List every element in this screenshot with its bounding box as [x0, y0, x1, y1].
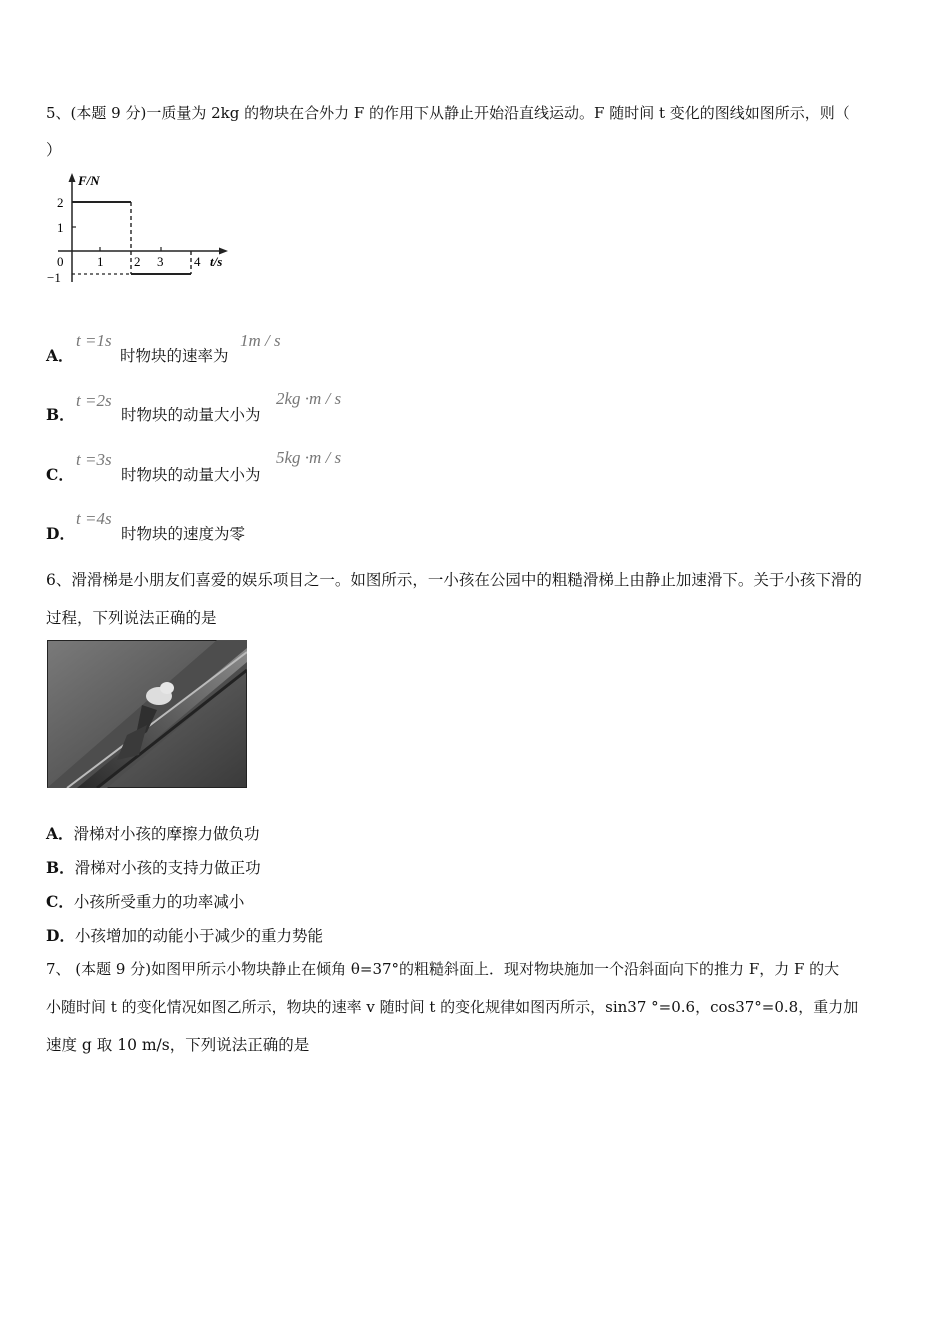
q7-stem-line1: 7、 (本题 9 分)如图甲所示小物块静止在倾角 θ=37°的粗糙斜面上．现对物块施加一个沿斜面向下的推力 F，力 F 的大	[46, 960, 840, 978]
q7-stem-line3: 速度 g 取 10 m/s，下列说法正确的是	[46, 1036, 310, 1054]
q6-option-b[interactable]	[46, 856, 261, 878]
option-letter: B．	[46, 858, 75, 877]
option-value: 2kg ·m / s	[276, 389, 342, 408]
option-formula: t =2s	[76, 391, 112, 410]
option-value: 5kg ·m / s	[276, 448, 342, 467]
option-text: 滑梯对小孩的支持力做正功	[74, 859, 261, 877]
slide-photo	[47, 640, 247, 788]
q7-stem-line2: 小随时间 t 的变化情况如图乙所示，物块的速率 v 随时间 t 的变化规律如图丙所示，sin37 °=0.6，cos37°=0.8，重力加	[46, 998, 859, 1016]
option-text: 时物块的速度为零	[121, 525, 246, 543]
option-text: 时物块的动量大小为	[121, 466, 261, 484]
option-text: 时物块的动量大小为	[121, 406, 261, 424]
option-letter: B．	[46, 405, 75, 424]
force-time-graph	[44, 170, 234, 290]
x-axis-label: t/s	[210, 254, 223, 269]
option-letter: A．	[46, 824, 74, 843]
x-tick-4: 4	[194, 254, 201, 269]
q6-option-d[interactable]	[46, 924, 323, 946]
q6-stem-line2: 过程，下列说法正确的是	[46, 609, 217, 627]
option-letter: A．	[46, 346, 74, 365]
y-tick-2: 2	[57, 195, 64, 210]
option-text: 时物块的速率为	[120, 347, 229, 365]
y-tick-1: 1	[57, 220, 64, 235]
q6-option-c[interactable]	[46, 890, 244, 912]
q6-stem-line1: 6、滑滑梯是小朋友们喜爱的娱乐项目之一。如图所示，一小孩在公园中的粗糙滑梯上由静止加速滑下。关于小孩下滑的	[46, 571, 862, 589]
option-text: 小孩增加的动能小于减少的重力势能	[74, 927, 323, 945]
x-tick-2: 2	[134, 254, 141, 269]
option-value: 1m / s	[240, 331, 281, 350]
q5-stem-line2: ）	[46, 141, 62, 159]
option-letter: C．	[46, 465, 74, 484]
option-formula: t =4s	[76, 509, 112, 528]
q5-stem-line1: 5、(本题 9 分)一质量为 2kg 的物块在合外力 F 的作用下从静止开始沿直线运动。F 随时间 t 变化的图线如图所示，则（	[46, 104, 850, 122]
option-text: 滑梯对小孩的摩擦力做负功	[73, 825, 260, 843]
x-tick-3: 3	[157, 254, 164, 269]
x-tick-1: 1	[97, 254, 104, 269]
option-letter: C．	[46, 892, 74, 911]
option-formula: t =3s	[76, 450, 112, 469]
y-tick-neg1: −1	[47, 270, 61, 285]
option-letter: D．	[46, 524, 75, 543]
option-text: 小孩所受重力的功率减小	[73, 893, 245, 911]
y-axis-label: F/N	[78, 173, 100, 188]
q6-option-a[interactable]	[46, 822, 260, 844]
y-tick-0: 0	[57, 254, 64, 269]
option-letter: D．	[46, 926, 75, 945]
option-formula: t =1s	[76, 331, 112, 350]
